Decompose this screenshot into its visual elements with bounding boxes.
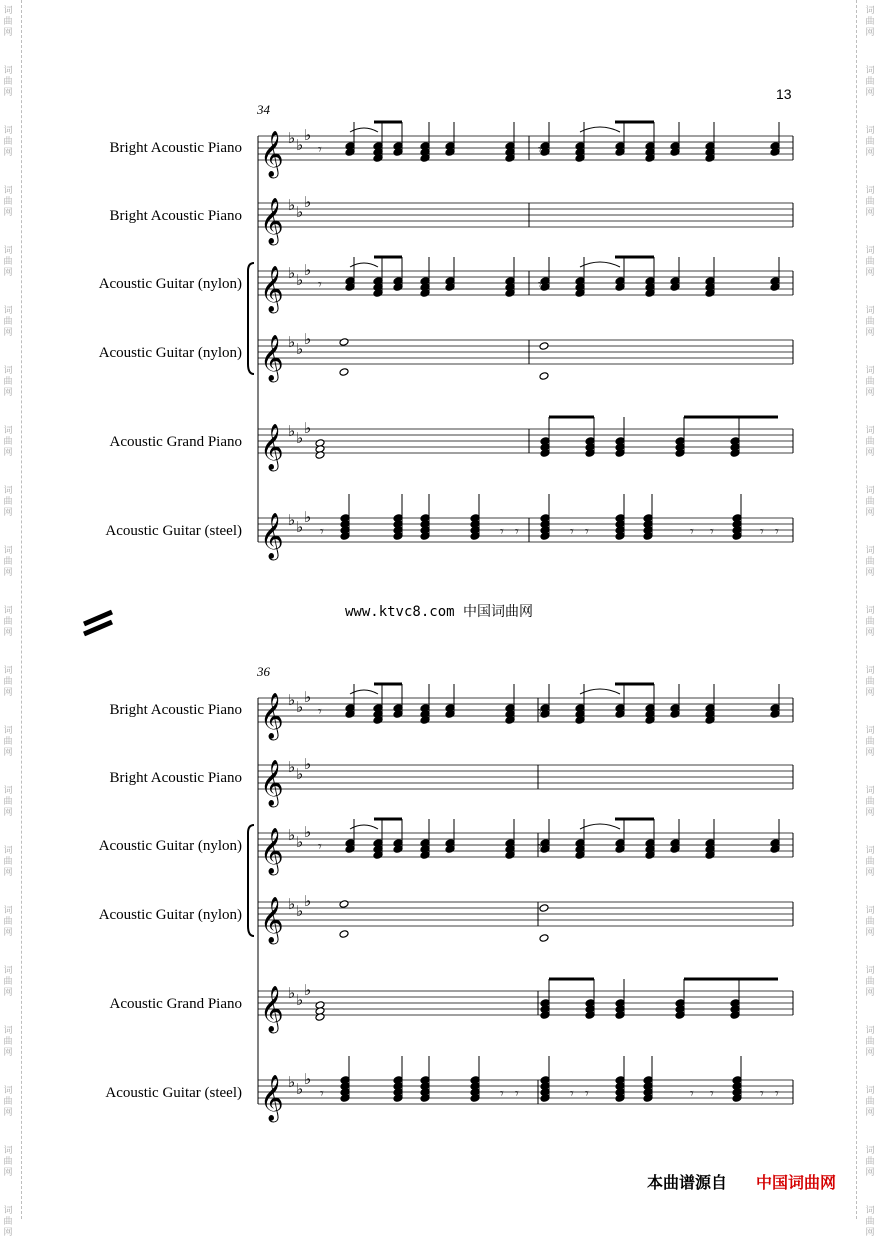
instrument-label: Acoustic Guitar (nylon)	[98, 276, 242, 292]
note-head	[539, 934, 549, 943]
treble-clef: 𝄞	[260, 1075, 284, 1121]
rest: 𝄾	[690, 525, 694, 540]
side-watermark-glyphs: 词 曲 网	[865, 1146, 875, 1178]
rest: 𝄾	[515, 1087, 519, 1102]
flat-sign: ♭	[288, 1073, 296, 1091]
note-head	[539, 904, 549, 913]
flat-sign: ♭	[304, 981, 312, 999]
note-head	[540, 1094, 550, 1103]
note-head	[705, 851, 715, 860]
note-head	[770, 845, 780, 854]
rest: 𝄾	[318, 143, 322, 158]
instrument-label: Acoustic Grand Piano	[109, 996, 242, 1012]
note-head	[345, 710, 355, 719]
flat-sign: ♭	[288, 333, 296, 351]
treble-clef: 𝄞	[260, 693, 284, 739]
side-watermark-glyphs: 词 曲 网	[3, 786, 13, 818]
watermark-site-name: 中国词曲网	[463, 604, 533, 620]
side-watermark-glyphs: 词 曲 网	[3, 906, 13, 938]
treble-clef: 𝄞	[260, 513, 284, 559]
flat-sign: ♭	[288, 422, 296, 440]
side-watermark-glyphs: 词 曲 网	[865, 366, 875, 398]
side-watermark-glyphs: 词 曲 网	[865, 306, 875, 338]
flat-sign: ♭	[296, 833, 304, 851]
note-head	[540, 449, 550, 458]
note-head	[615, 845, 625, 854]
flat-sign: ♭	[296, 136, 304, 154]
flat-sign: ♭	[296, 340, 304, 358]
note-head	[445, 283, 455, 292]
side-watermark-glyphs: 词 曲 网	[3, 966, 13, 998]
rest: 𝄾	[515, 525, 519, 540]
flat-sign: ♭	[288, 129, 296, 147]
note-head	[575, 716, 585, 725]
rest: 𝄾	[538, 278, 542, 293]
note-head	[345, 283, 355, 292]
page-number: 13	[776, 86, 792, 102]
note-head	[393, 148, 403, 157]
treble-clef: 𝄞	[260, 424, 284, 470]
note-head	[585, 449, 595, 458]
rest: 𝄾	[760, 1087, 764, 1102]
rest: 𝄾	[538, 143, 542, 158]
side-watermark-glyphs: 词 曲 网	[865, 846, 875, 878]
note-head	[670, 148, 680, 157]
system-bracket	[248, 263, 254, 374]
note-head	[505, 289, 515, 298]
side-watermark-glyphs: 词 曲 网	[865, 246, 875, 278]
note-head	[540, 1011, 550, 1020]
instrument-label: Bright Acoustic Piano	[109, 208, 242, 224]
side-watermark-glyphs: 词 曲 网	[865, 606, 875, 638]
flat-sign: ♭	[304, 126, 312, 144]
treble-clef: 𝄞	[260, 828, 284, 874]
note-head	[420, 1094, 430, 1103]
note-head	[670, 845, 680, 854]
footer-site-name: 中国词曲网	[756, 1173, 837, 1192]
flat-sign: ♭	[304, 419, 312, 437]
rest: 𝄾	[775, 1087, 779, 1102]
note-head	[732, 1094, 742, 1103]
rest: 𝄾	[690, 1087, 694, 1102]
tie	[580, 127, 620, 132]
treble-clef: 𝄞	[260, 986, 284, 1032]
instrument-label: Bright Acoustic Piano	[109, 770, 242, 786]
side-watermark-glyphs: 词 曲 网	[865, 486, 875, 518]
note-head	[730, 1011, 740, 1020]
side-watermark-glyphs: 词 曲 网	[3, 426, 13, 458]
side-watermark-glyphs: 词 曲 网	[865, 726, 875, 758]
note-head	[643, 532, 653, 541]
note-head	[615, 449, 625, 458]
note-head	[675, 449, 685, 458]
note-head	[670, 710, 680, 719]
note-head	[770, 710, 780, 719]
note-head	[645, 289, 655, 298]
side-watermark-glyphs: 词 曲 网	[865, 186, 875, 218]
flat-sign: ♭	[288, 758, 296, 776]
rest: 𝄾	[710, 525, 714, 540]
rest: 𝄾	[760, 525, 764, 540]
side-watermark-glyphs: 词 曲 网	[865, 1086, 875, 1118]
note-head	[373, 716, 383, 725]
side-watermark-glyphs: 词 曲 网	[865, 546, 875, 578]
note-head	[615, 148, 625, 157]
side-watermark-glyphs: 词 曲 网	[865, 786, 875, 818]
flat-sign: ♭	[288, 895, 296, 913]
measure-number-system-1: 34	[257, 102, 270, 117]
flat-sign: ♭	[296, 518, 304, 536]
side-watermark-glyphs: 词 曲 网	[3, 66, 13, 98]
flat-sign: ♭	[304, 193, 312, 211]
side-watermark-glyphs: 词 曲 网	[865, 1206, 875, 1238]
note-head	[675, 1011, 685, 1020]
tie	[580, 689, 620, 694]
note-head	[539, 342, 549, 351]
flat-sign: ♭	[296, 203, 304, 221]
side-watermark-glyphs: 词 曲 网	[3, 1086, 13, 1118]
side-watermark-glyphs: 词 曲 网	[865, 966, 875, 998]
note-head	[420, 532, 430, 541]
flat-sign: ♭	[296, 991, 304, 1009]
note-head	[393, 710, 403, 719]
measure-number-system-2: 36	[257, 664, 270, 679]
note-head	[420, 154, 430, 163]
note-head	[393, 845, 403, 854]
side-watermark-glyphs: 词 曲 网	[865, 126, 875, 158]
note-head	[373, 289, 383, 298]
flat-sign: ♭	[288, 196, 296, 214]
note-head	[470, 532, 480, 541]
flat-sign: ♭	[304, 755, 312, 773]
side-watermark-glyphs: 词 曲 网	[3, 1146, 13, 1178]
flat-sign: ♭	[288, 691, 296, 709]
treble-clef: 𝄞	[260, 131, 284, 177]
treble-clef: 𝄞	[260, 266, 284, 312]
flat-sign: ♭	[304, 508, 312, 526]
rest: 𝄾	[538, 705, 542, 720]
note-head	[770, 148, 780, 157]
flat-sign: ♭	[296, 429, 304, 447]
note-head	[445, 148, 455, 157]
note-head	[393, 1094, 403, 1103]
instrument-label: Acoustic Guitar (steel)	[105, 1085, 242, 1101]
note-head	[393, 532, 403, 541]
note-head	[470, 1094, 480, 1103]
instrument-label: Bright Acoustic Piano	[109, 140, 242, 156]
note-head	[705, 289, 715, 298]
note-head	[339, 930, 349, 939]
note-head	[770, 283, 780, 292]
flat-sign: ♭	[304, 688, 312, 706]
note-head	[575, 289, 585, 298]
footer-source-label: 本曲谱源自	[647, 1173, 728, 1192]
rest: 𝄾	[710, 1087, 714, 1102]
note-head	[345, 148, 355, 157]
side-watermark-glyphs: 词 曲 网	[865, 906, 875, 938]
rest: 𝄾	[775, 525, 779, 540]
note-head	[339, 338, 349, 347]
note-head	[615, 710, 625, 719]
side-watermark-glyphs: 词 曲 网	[865, 426, 875, 458]
note-head	[345, 845, 355, 854]
note-head	[643, 1094, 653, 1103]
treble-clef: 𝄞	[260, 198, 284, 244]
note-head	[420, 851, 430, 860]
note-head	[670, 283, 680, 292]
side-watermark-glyphs: 词 曲 网	[3, 126, 13, 158]
note-head	[315, 1013, 325, 1022]
note-head	[575, 851, 585, 860]
note-head	[505, 154, 515, 163]
flat-sign: ♭	[304, 1070, 312, 1088]
rest: 𝄾	[318, 278, 322, 293]
system-bracket	[248, 825, 254, 936]
instrument-label: Acoustic Guitar (nylon)	[98, 907, 242, 923]
treble-clef: 𝄞	[260, 335, 284, 381]
flat-sign: ♭	[304, 261, 312, 279]
note-head	[505, 851, 515, 860]
side-watermark-glyphs: 词 曲 网	[3, 246, 13, 278]
side-watermark-glyphs: 词 曲 网	[865, 1026, 875, 1058]
note-head	[340, 1094, 350, 1103]
rest: 𝄾	[320, 1087, 324, 1102]
rest: 𝄾	[585, 525, 589, 540]
flat-sign: ♭	[288, 984, 296, 1002]
flat-sign: ♭	[304, 892, 312, 910]
side-watermark-glyphs: 词 曲 网	[3, 1026, 13, 1058]
note-head	[445, 845, 455, 854]
note-head	[540, 532, 550, 541]
note-head	[505, 716, 515, 725]
tie	[580, 824, 620, 829]
rest: 𝄾	[500, 1087, 504, 1102]
flat-sign: ♭	[296, 902, 304, 920]
instrument-label: Acoustic Guitar (nylon)	[98, 345, 242, 361]
flat-sign: ♭	[304, 330, 312, 348]
side-watermark-glyphs: 词 曲 网	[3, 306, 13, 338]
note-head	[373, 851, 383, 860]
note-head	[615, 532, 625, 541]
instrument-label: Bright Acoustic Piano	[109, 702, 242, 718]
note-head	[315, 451, 325, 460]
note-head	[339, 368, 349, 377]
flat-sign: ♭	[296, 698, 304, 716]
note-head	[575, 154, 585, 163]
rest: 𝄾	[585, 1087, 589, 1102]
side-watermark-glyphs: 词 曲 网	[3, 486, 13, 518]
note-head	[645, 716, 655, 725]
flat-sign: ♭	[296, 765, 304, 783]
note-head	[420, 289, 430, 298]
side-watermark-glyphs: 词 曲 网	[3, 846, 13, 878]
rest: 𝄾	[500, 525, 504, 540]
flat-sign: ♭	[288, 264, 296, 282]
treble-clef: 𝄞	[260, 760, 284, 806]
flat-sign: ♭	[288, 826, 296, 844]
flat-sign: ♭	[304, 823, 312, 841]
side-watermark-glyphs: 词 曲 网	[865, 666, 875, 698]
instrument-label: Acoustic Guitar (steel)	[105, 523, 242, 539]
watermark-url: www.ktvc8.com	[344, 604, 455, 620]
rest: 𝄾	[570, 1087, 574, 1102]
note-head	[339, 900, 349, 909]
note-head	[539, 372, 549, 381]
note-head	[585, 1011, 595, 1020]
side-watermark-glyphs: 词 曲 网	[3, 666, 13, 698]
note-head	[705, 716, 715, 725]
note-head	[340, 532, 350, 541]
tie	[580, 262, 620, 267]
instrument-label: Acoustic Guitar (nylon)	[98, 838, 242, 854]
note-head	[645, 851, 655, 860]
side-watermark-glyphs: 词 曲 网	[3, 366, 13, 398]
note-head	[705, 154, 715, 163]
note-head	[373, 154, 383, 163]
side-watermark-glyphs: 词 曲 网	[3, 726, 13, 758]
rest: 𝄾	[320, 525, 324, 540]
note-head	[730, 449, 740, 458]
treble-clef: 𝄞	[260, 897, 284, 943]
rest: 𝄾	[318, 840, 322, 855]
note-head	[420, 716, 430, 725]
side-watermark-glyphs: 词 曲 网	[3, 186, 13, 218]
note-head	[615, 1011, 625, 1020]
rest: 𝄾	[570, 525, 574, 540]
side-watermark-glyphs: 词 曲 网	[3, 606, 13, 638]
note-head	[645, 154, 655, 163]
side-watermark-glyphs: 词 曲 网	[865, 66, 875, 98]
rest: 𝄾	[538, 840, 542, 855]
side-watermark-glyphs: 词 曲 网	[3, 546, 13, 578]
note-head	[732, 532, 742, 541]
flat-sign: ♭	[296, 271, 304, 289]
note-head	[445, 710, 455, 719]
note-head	[615, 1094, 625, 1103]
side-watermark-glyphs: 词 曲 网	[3, 6, 13, 38]
flat-sign: ♭	[296, 1080, 304, 1098]
instrument-label: Acoustic Grand Piano	[109, 434, 242, 450]
side-watermark-glyphs: 词 曲 网	[3, 1206, 13, 1238]
side-watermark-glyphs: 词 曲 网	[865, 6, 875, 38]
rest: 𝄾	[318, 705, 322, 720]
note-head	[393, 283, 403, 292]
flat-sign: ♭	[288, 511, 296, 529]
note-head	[615, 283, 625, 292]
